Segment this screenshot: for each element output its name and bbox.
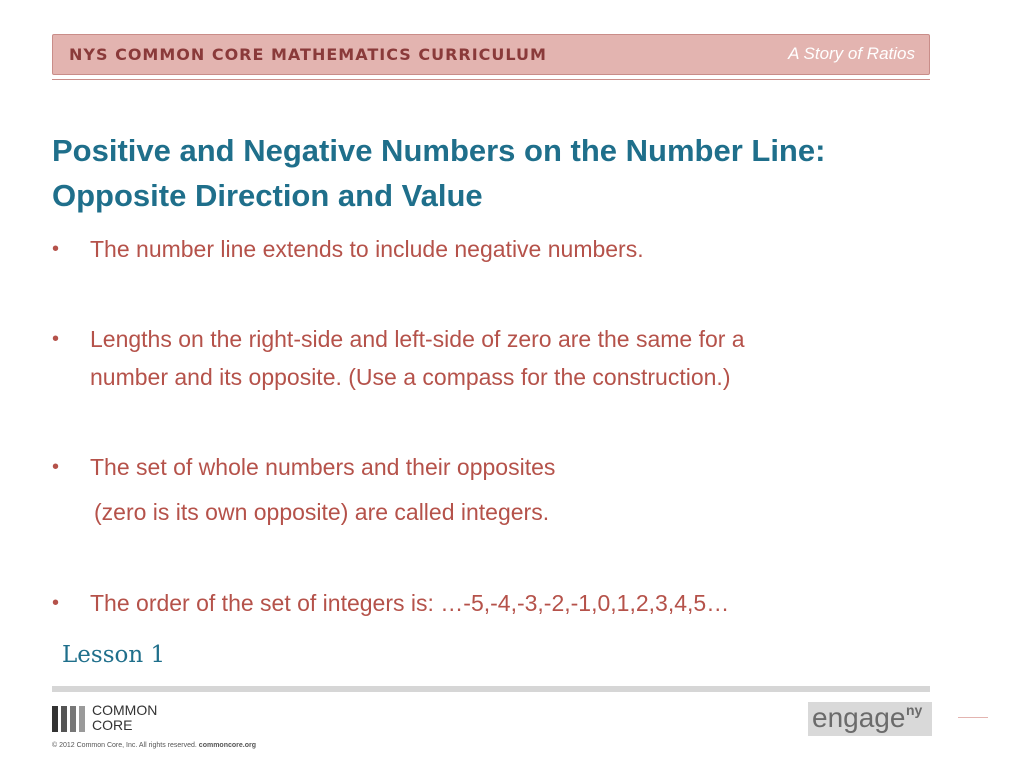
header-divider (52, 79, 930, 80)
bullet-dot: • (52, 328, 60, 350)
curriculum-title: NYS COMMON CORE MATHEMATICS CURRICULUM (69, 45, 547, 64)
bullet-text-continued: (zero is its own opposite) are called integers. (94, 499, 550, 525)
engage-word: engage (812, 702, 906, 733)
bullet-text: Lengths on the right-side and left-side of zero are the same for a (90, 326, 745, 352)
wordmark-line-1: COMMON (92, 702, 158, 718)
bullet-text-continued: number and its opposite. (Use a compass for the construction.) (90, 364, 731, 390)
common-core-wordmark (92, 703, 157, 733)
header-bar (52, 34, 930, 75)
slide-title-line-1: Positive and Negative Numbers on the Number Line: (52, 133, 826, 168)
copyright-text: © 2012 Common Core, Inc. All rights reserved. (52, 742, 197, 749)
copyright-notice (52, 742, 256, 749)
copyright-link[interactable]: commoncore.org (198, 742, 256, 749)
slide-title (52, 128, 952, 218)
common-core-logo-icon (52, 706, 86, 732)
bullet-dot: • (52, 456, 60, 478)
engage-ny-logo (808, 702, 932, 736)
bullet-text: The set of whole numbers and their opposites (90, 454, 556, 480)
bullet-text: The order of the set of integers is: …-5,-4,-3,-2,-1,0,1,2,3,4,5… (90, 590, 730, 616)
engage-ny-superscript: ny (906, 702, 923, 718)
slide-title-line-2: Opposite Direction and Value (52, 178, 483, 213)
curriculum-subtitle: A Story of Ratios (788, 44, 915, 63)
footer-divider (52, 686, 930, 692)
decorative-tick (958, 717, 988, 718)
bullet-dot: • (52, 238, 60, 260)
wordmark-line-2: CORE (92, 717, 133, 733)
bullet-text: The number line extends to include negative numbers. (90, 236, 644, 262)
bullet-dot: • (52, 592, 60, 614)
lesson-label: Lesson 1 (62, 642, 166, 668)
